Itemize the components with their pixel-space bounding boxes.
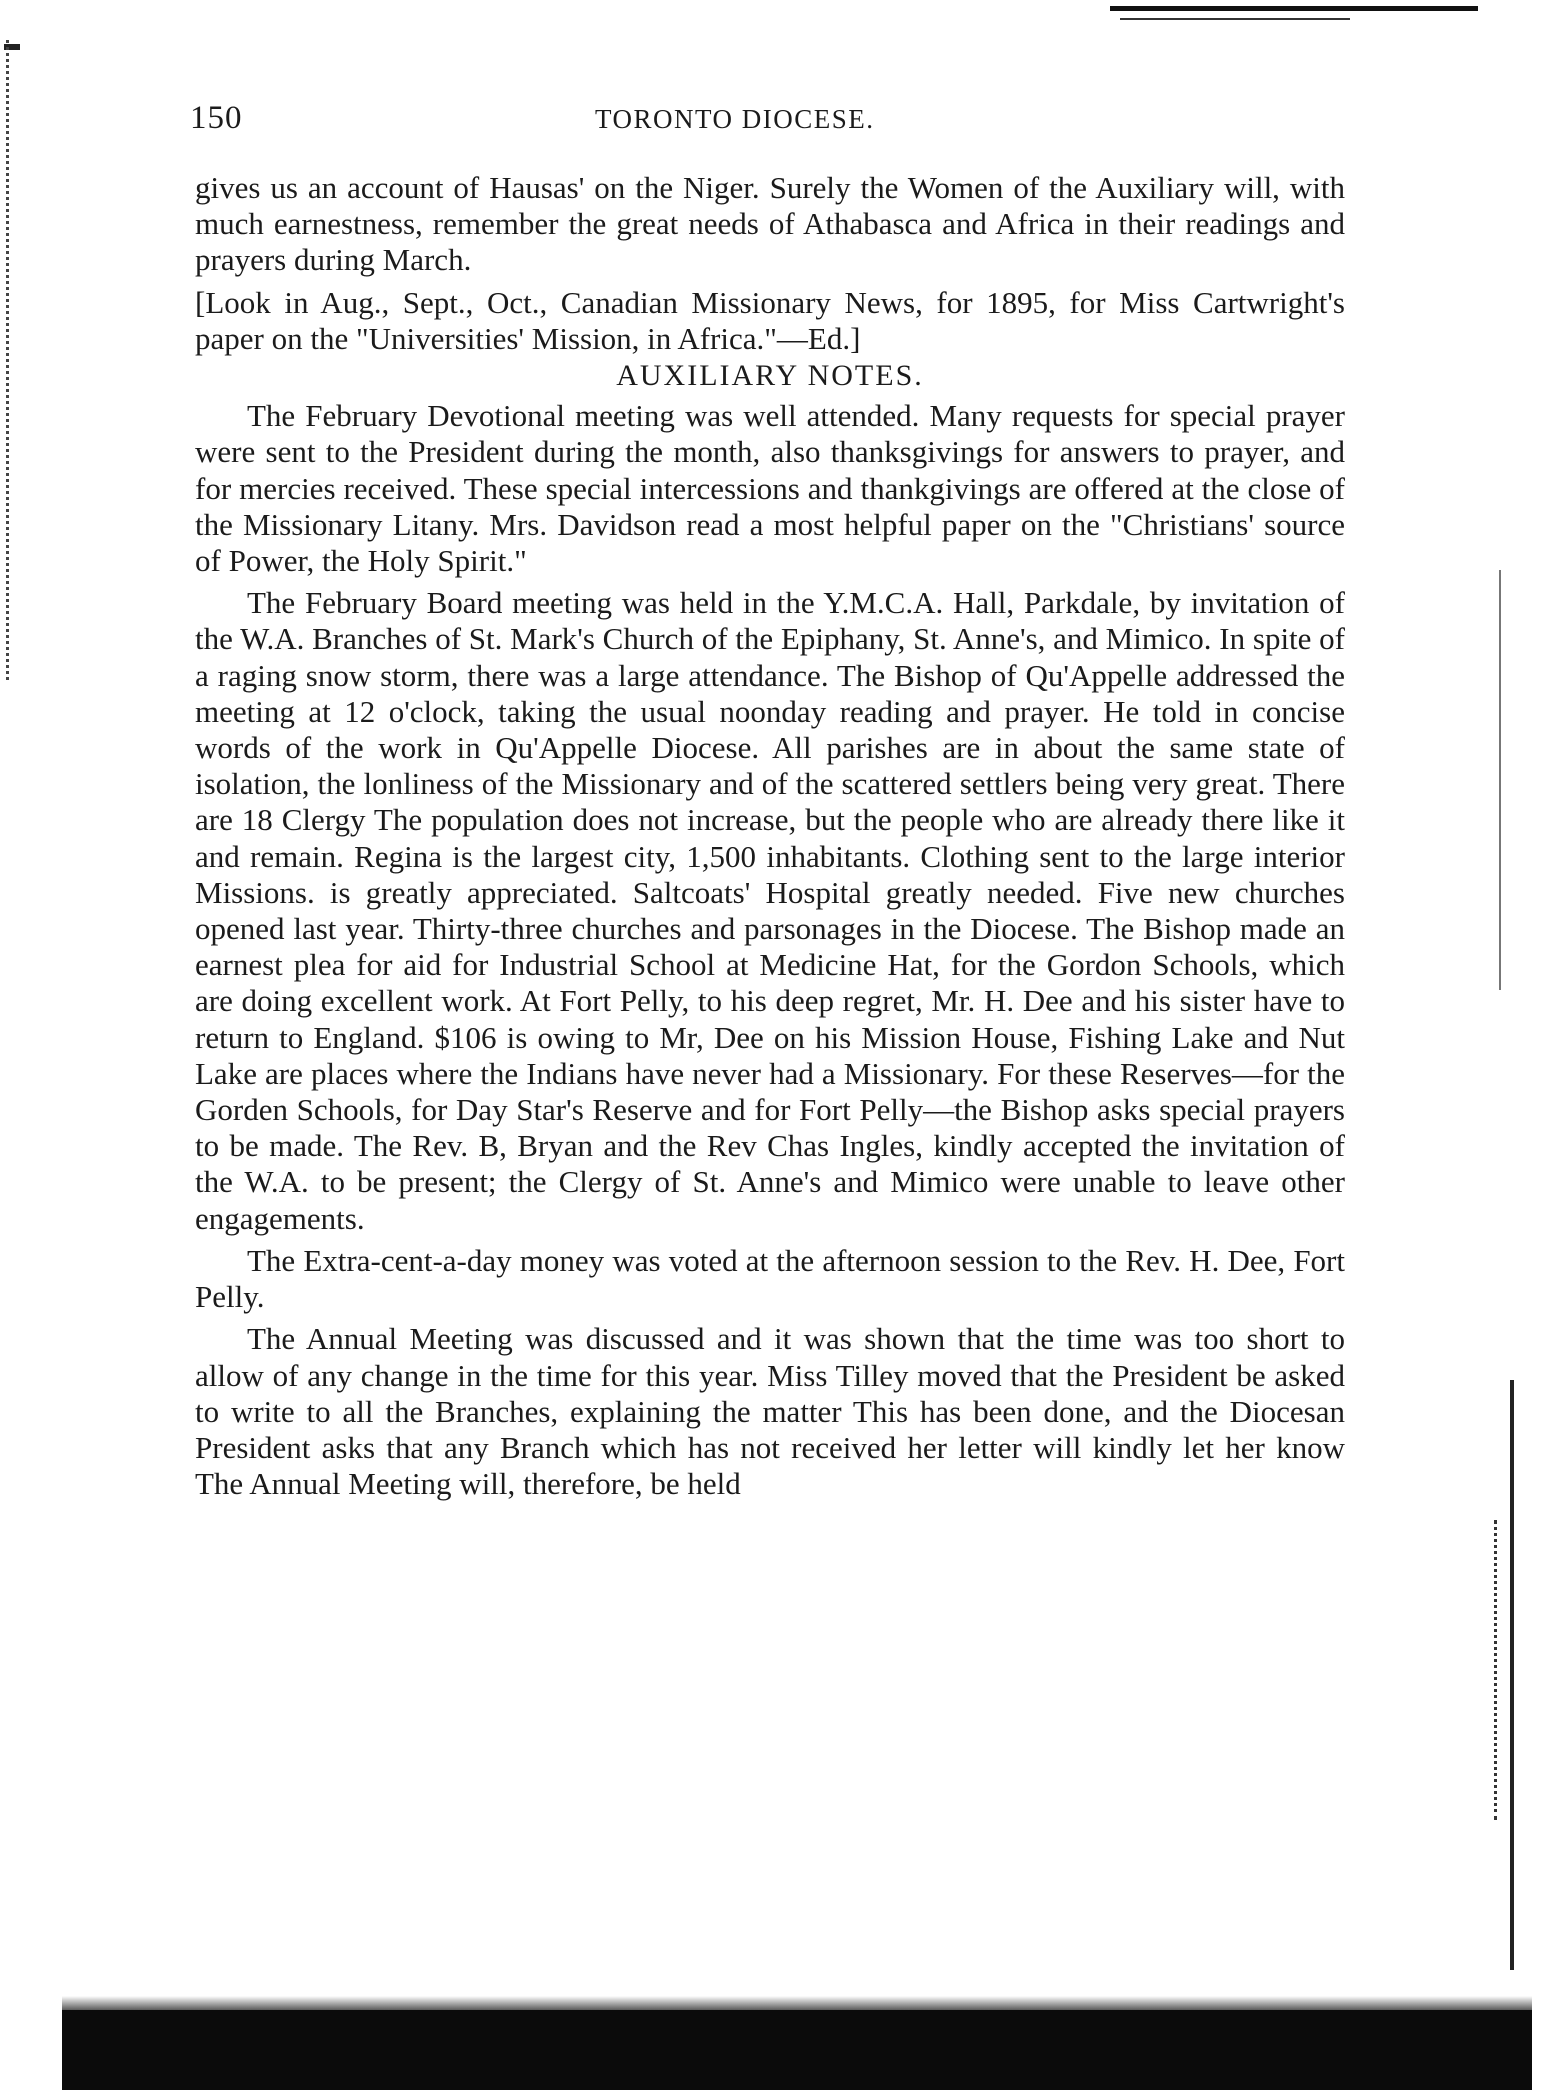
scan-edge-right-marks <box>1494 1520 1503 1820</box>
scan-edge-right-faint <box>1499 570 1501 990</box>
scan-edge-left <box>6 40 27 680</box>
paragraph-board-meeting: The February Board meeting was held in the Y.M.C.A. Hall, Parkdale, by invitation of the W.A. Branches of St. Mark's Church of the Epiphany, St. Anne's, and Mimico. In spite of a raging snow storm, there was a large attendance. The Bishop of Qu'Appelle addressed the meeting at 12 o'clock, taking the usual noonday reading and prayer. He told in concise words of the work in Qu'Appelle Diocese. All parishes are in about the same state of isolation, the lonliness of the Missionary and of the scattered settlers being very great. There are 18 Clergy The population does not increase, but the people who are already there like it and remain. Regina is the largest city, 1,500 inhabitants. Clothing sent to the large interior Missions. is greatly appreciated. Saltcoats' Hospital greatly needed. Five new churches opened last year. Thirty-three churches and parsonages in the Diocese. The Bishop made an earnest plea for aid for Industrial School at Medicine Hat, for the Gordon Schools, which are doing excellent work. At Fort Pelly, to his deep regret, Mr. H. Dee and his sister have to return to England. $106 is owing to Mr, Dee on his Mission House, Fishing Lake and Nut Lake are places where the Indians have never had a Missionary. For these Reserves—for the Gorden Schools, for Day Star's Reserve and for Fort Pelly—the Bishop asks special prayers to be made. The Rev. B, Bryan and the Rev Chas Ingles, kindly accepted the invitation of the W.A. to be present; the Clergy of St. Anne's and Mimico were unable to leave other engagements. <box>195 585 1345 1236</box>
running-title: TORONTO DIOCESE. <box>595 104 875 134</box>
paragraph-annual-meeting: The Annual Meeting was discussed and it was shown that the time was too short to allow of any change in the time for this year. Miss Tilley moved that the President be asked to write to all the Branches, explaining the matter This has been done, and the Diocesan President asks that any Branch which has not received her letter will kindly let her know The Annual Meeting will, therefore, be held <box>195 1321 1345 1502</box>
article-body <box>195 170 1345 1502</box>
paragraph-devotional-meeting: The February Devotional meeting was well attended. Many requests for special prayer were sent to the President during the month, also thanksgivings for answers to prayer, and for mercies received. These special intercessions and thankgivings are offered at the close of the Missionary Litany. Mrs. Davidson read a most helpful paper on the "Christians' source of Power, the Holy Spirit." <box>195 398 1345 579</box>
scan-edge-top-thin <box>1120 18 1350 20</box>
editor-note: [Look in Aug., Sept., Oct., Canadian Missionary News, for 1895, for Miss Cartwright's paper on the "Universities' Mission, in Africa."—Ed.] <box>195 284 1345 356</box>
page-header <box>190 100 1340 150</box>
scan-edge-bottom <box>62 2010 1532 2090</box>
continuation-paragraph: gives us an account of Hausas' on the Niger. Surely the Women of the Auxiliary will, with much earnestness, remember the great needs of Athabasca and Africa in their readings and prayers during March. <box>195 170 1345 278</box>
page-number: 150 <box>190 100 243 136</box>
scan-edge-top <box>1110 6 1478 11</box>
paragraph-extra-cent: The Extra-cent-a-day money was voted at the afternoon session to the Rev. H. Dee, Fort Pelly. <box>195 1242 1345 1315</box>
scan-edge-right <box>1510 1380 1524 1970</box>
section-heading: AUXILIARY NOTES. <box>616 359 924 393</box>
